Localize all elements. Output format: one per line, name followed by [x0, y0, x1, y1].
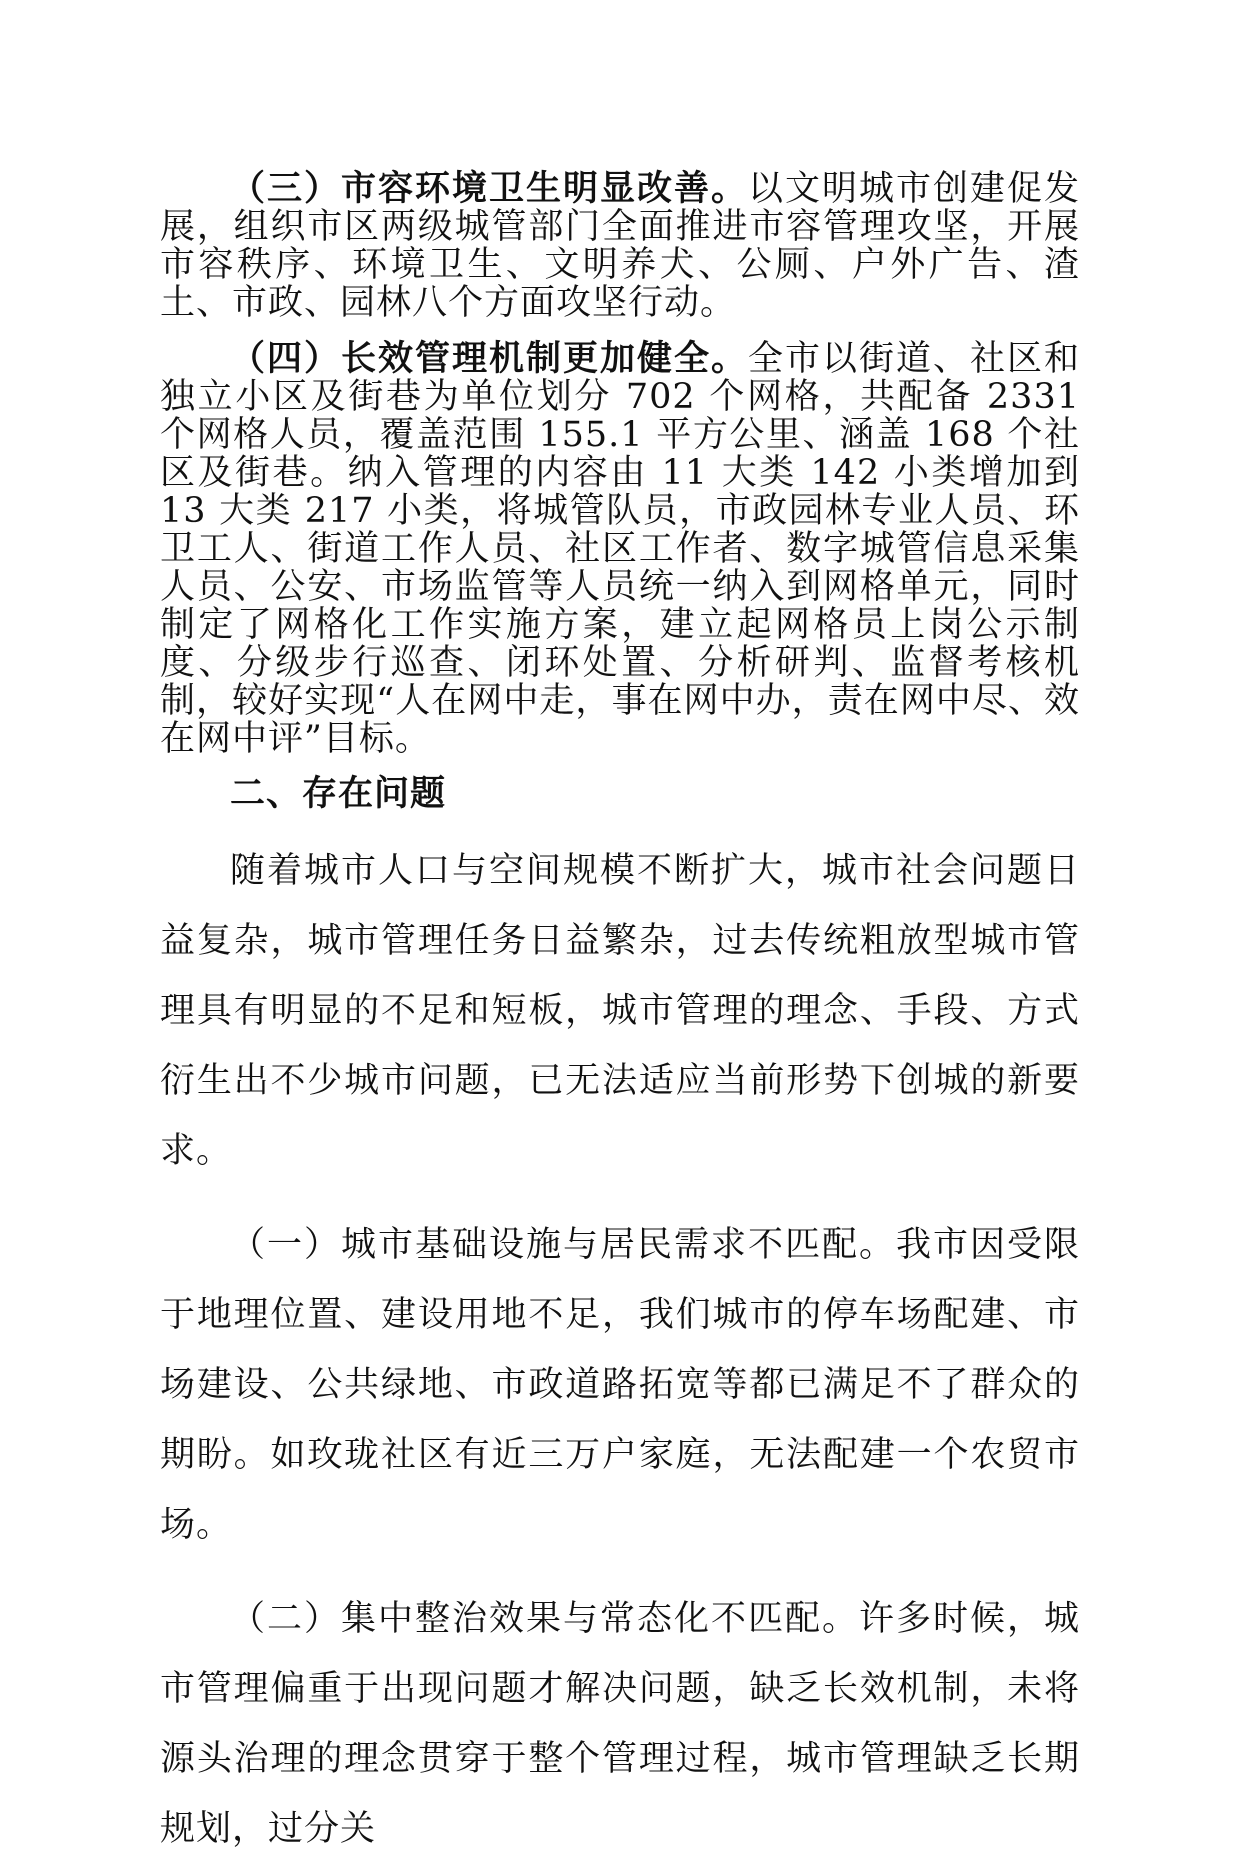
paragraph-rectification-mismatch [160, 1584, 1080, 1864]
paragraph-lead: （四）长效管理机制更加健全。 [230, 339, 748, 379]
paragraph-body: 全市以街道、社区和独立小区及街巷为单位划分 702 个网格，共配备 2331 个网格人员，覆盖范围 155.1 平方公里、涵盖 168 个社区及街巷。纳入管理的内容由 11 大类 142 小类增加到 13 大类 217 小类，将城管队员，市政园林专业人员、环卫工人、街道工作人员、社区工作者、数字城管信息采集人员、公安、市场监管等人员统一纳入到网格单元，同时制定了网格化工作实施方案，建立起网格员上岗公示制度、分级步行巡查、闭环处置、分析研判、监督考核机制，较好实现“人在网中走，事在网中办，责在网中尽、效在网中评”目标。 [160, 339, 1080, 759]
section-heading: 二、存在问题 [230, 774, 447, 814]
paragraph-body: 随着城市人口与空间规模不断扩大，城市社会问题日益复杂，城市管理任务日益繁杂，过去传统粗放型城市管理具有明显的不足和短板，城市管理的理念、手段、方式衍生出不少城市问题，已无法适应当前形势下创城的新要求。 [160, 851, 1080, 1171]
paragraph-lead: （三）市容环境卫生明显改善。 [230, 169, 748, 209]
paragraph-body: 许多时候，城市管理偏重于出现问题才解决问题，缺乏长效机制，未将源头治理的理念贯穿于整个管理过程，城市管理缺乏长期规划，过分关 [160, 1599, 1080, 1849]
paragraph-market-environment [160, 170, 1080, 322]
paragraph-lead: （二）集中整治效果与常态化不匹配。 [230, 1599, 859, 1639]
paragraph-body: 以文明城市创建促发展，组织市区两级城管部门全面推进市容管理攻坚，开展市容秩序、环境卫生、文明养犬、公厕、户外广告、渣土、市政、园林八个方面攻坚行动。 [160, 169, 1080, 323]
paragraph-lead: （一）城市基础设施与居民需求不匹配。 [230, 1225, 896, 1265]
paragraph-long-term-mechanism [160, 340, 1080, 758]
document-page [160, 170, 1080, 1864]
paragraph-problems-intro [160, 836, 1080, 1186]
paragraph-infrastructure-mismatch [160, 1210, 1080, 1560]
paragraph-body: 我市因受限于地理位置、建设用地不足，我们城市的停车场配建、市场建设、公共绿地、市政道路拓宽等都已满足不了群众的期盼。如玫珑社区有近三万户家庭，无法配建一个农贸市场。 [160, 1225, 1080, 1545]
